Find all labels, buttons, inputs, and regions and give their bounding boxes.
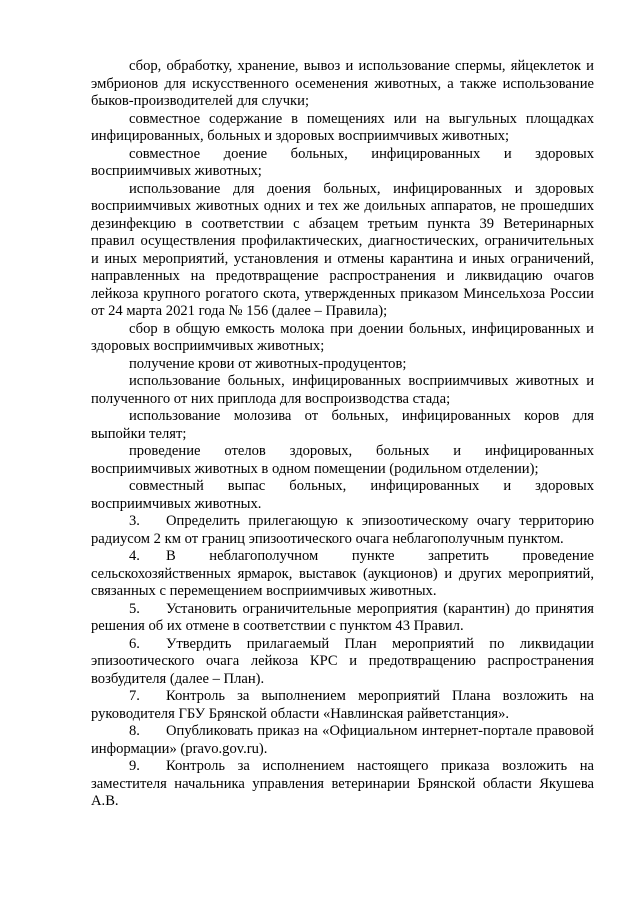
paragraph: совместное содержание в помещениях или на выгульных площадках инфицированных, больных и здоровых восприимчивых животных; (91, 110, 594, 144)
numbered-paragraph-6: 6. Утвердить прилагаемый План мероприятий по ликвидации эпизоотического очага лейкоза КРС и предотвращению распространения возбудителя (далее – План). (91, 635, 594, 687)
numbered-paragraph-3: 3. Определить прилегающую к эпизоотическому очагу территорию радиусом 2 км от границ эпизоотического очага неблагополучным пунктом. (91, 513, 594, 547)
paragraph: получение крови от животных-продуцентов; (129, 355, 407, 372)
paragraph-number: 8. (129, 723, 140, 739)
paragraph: проведение отелов здоровых, больных и инфицированных восприимчивых животных в одном помещении (родильном отделении); (91, 443, 594, 477)
numbered-paragraph-7: 7. Контроль за выполнением мероприятий Плана возложить на руководителя ГБУ Брянской области «Навлинская райветстанция». (91, 688, 594, 722)
paragraph-number: 3. (129, 513, 140, 529)
numbered-paragraph-4: 4. В неблагополучном пункте запретить проведение сельскохозяйственных ярмарок, выставок (аукционов) и других мероприятий, связанных с перемещением восприимчивых животных. (91, 548, 594, 599)
paragraph: использование больных, инфицированных восприимчивых животных и полученного от них приплода для воспроизводства стада; (91, 373, 594, 407)
numbered-paragraph-9: 9. Контроль за исполнением настоящего приказа возложить на заместителя начальника управления ветеринарии Брянской области Якушева А.В. (91, 758, 594, 809)
paragraph-number: 4. (129, 548, 140, 564)
paragraph: совместное доение больных, инфицированных и здоровых восприимчивых животных; (91, 145, 594, 179)
paragraph: сбор, обработку, хранение, вывоз и использование спермы, яйцеклеток и эмбрионов для искусственного осеменения животных, а также использование быков-производителей для случки; (91, 58, 594, 109)
numbered-paragraph-5: 5. Установить ограничительные мероприятия (карантин) до принятия решения об их отмене в соответствии с пунктом 43 Правил. (91, 600, 594, 634)
paragraph: использование для доения больных, инфицированных и здоровых восприимчивых животных одних и тех же доильных аппаратов, не прошедших дезинфекцию в соответствии с абзацем третьим пункта 39 Ветеринарных правил осуществления профилактических, диагностических, ограничительных и иных мероприятий, установления и отмены карантина и иных ограничений, направленных на предотвращение распространения и ликвидацию очагов лейкоза крупного рогатого скота, утвержденных приказом Минсельхоза России от 24 марта 2021 года № 156 (далее – Правила); (91, 180, 594, 319)
paragraph: использование молозива от больных, инфицированных коров для выпойки телят; (91, 408, 594, 442)
paragraph-number: 9. (129, 758, 140, 774)
paragraph: совместный выпас больных, инфицированных и здоровых восприимчивых животных. (91, 478, 594, 512)
paragraph: сбор в общую емкость молока при доении больных, инфицированных и здоровых восприимчивых животных; (91, 320, 594, 354)
numbered-paragraph-8: 8. Опубликовать приказ на «Официальном интернет-портале правовой информации» (pravo.gov.ru). (91, 723, 594, 757)
paragraph-number: 5. (129, 600, 140, 617)
paragraph-number: 7. (129, 688, 140, 704)
paragraph-number: 6. (129, 635, 140, 652)
